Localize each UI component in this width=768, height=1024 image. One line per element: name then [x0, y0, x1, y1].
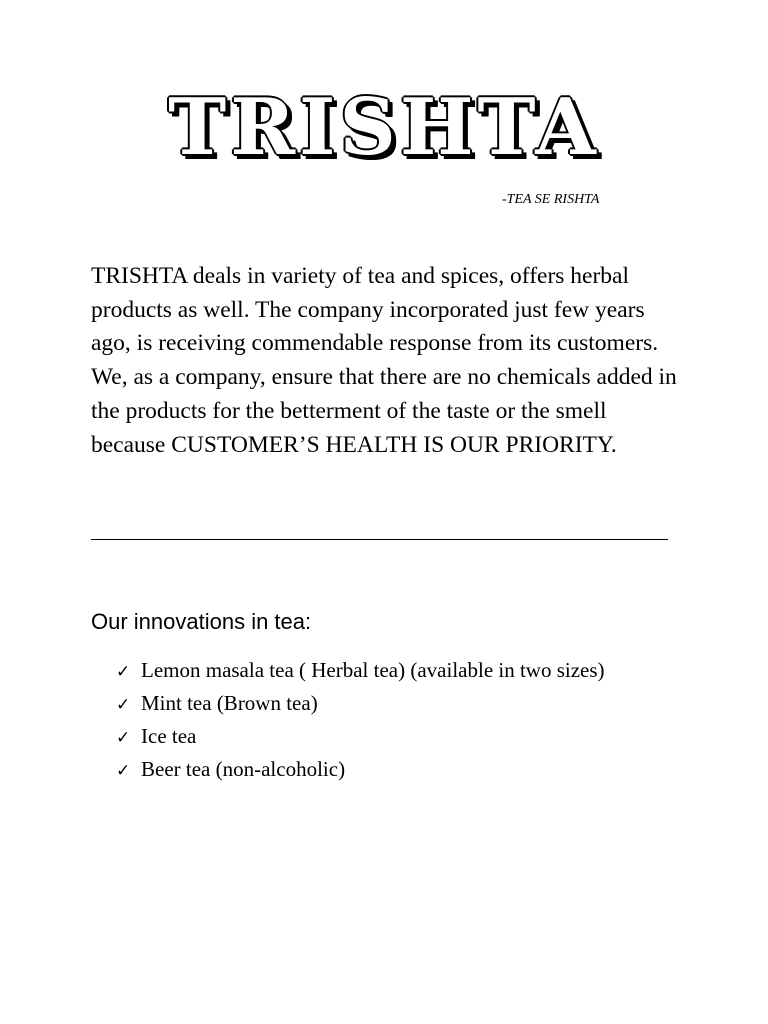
brand-title: TRISHTA [168, 82, 600, 173]
check-icon: ✓ [116, 761, 131, 781]
list-item-text: Lemon masala tea ( Herbal tea) (available in two sizes) [141, 658, 605, 682]
check-icon: ✓ [116, 695, 131, 715]
list-item [116, 688, 605, 721]
brand-tagline: -TEA SE RISHTA [502, 192, 600, 207]
separator-line [91, 539, 668, 540]
intro-paragraph: TRISHTA deals in variety of tea and spices, offers herbal products as well. The company incorporated just few years ago, is receiving commendable response from its customers. We, as a company, ensure that there are no chemicals added in the products for the betterment of the taste or the smell because CUSTOMER’S HEALTH IS OUR PRIORITY. [91, 263, 677, 458]
check-icon: ✓ [116, 662, 131, 682]
list-item-text: Mint tea (Brown tea) [141, 691, 318, 715]
check-icon: ✓ [116, 728, 131, 748]
list-item [116, 754, 605, 787]
innovations-heading: Our innovations in tea: [91, 609, 312, 634]
list-item [116, 721, 605, 754]
innovations-list [116, 655, 605, 787]
list-item [116, 655, 605, 688]
list-item-text: Ice tea [141, 724, 197, 748]
list-item-text: Beer tea (non-alcoholic) [141, 757, 346, 781]
